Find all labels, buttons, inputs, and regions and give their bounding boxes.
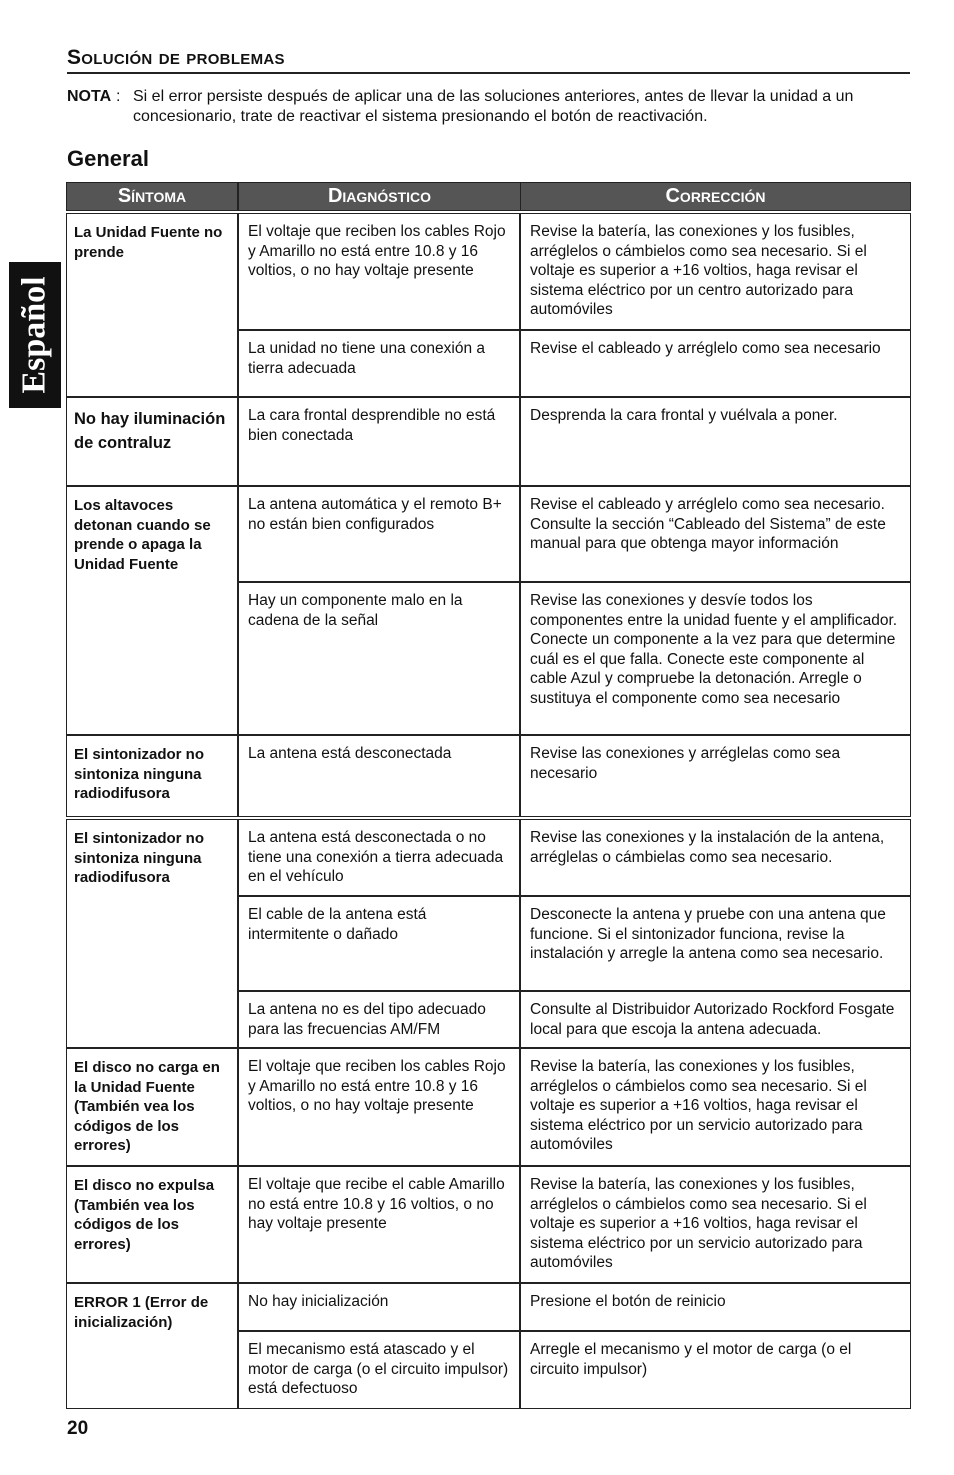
diagnosis-cell: La unidad no tiene una conexión a tierra adecuada: [238, 330, 520, 397]
correction-cell: Desprenda la cara frontal y vuélvala a poner.: [520, 397, 911, 486]
diagnosis-cell: El voltaje que recibe el cable Amarillo no está entre 10.8 y 16 voltios, o no hay voltaje presente: [238, 1166, 520, 1283]
correction-cell: Desconecte la antena y pruebe con una antena que funcione. Si el sintonizador funciona, revise la instalación y arregle la antena como sea necesario.: [520, 896, 911, 991]
diagnosis-cell: La cara frontal desprendible no está bien conectada: [238, 397, 520, 486]
symptom-cell: La Unidad Fuente no prende: [66, 213, 238, 397]
language-tab-label: Español: [16, 276, 53, 394]
table-row: [66, 1166, 911, 1283]
table-row: [66, 1048, 911, 1166]
correction-cell: Presione el botón de reinicio: [520, 1283, 911, 1331]
diagnosis-cell: El cable de la antena está intermitente o dañado: [238, 896, 520, 991]
symptom-cell: El disco no carga en la Unidad Fuente (También vea los códigos de los errores): [66, 1048, 238, 1166]
note-text: Si el error persiste después de aplicar una de las soluciones anteriores, antes de llevar la unidad a un concesionario, trate de reactivar el sistema presionando el botón de reactivación.: [133, 88, 854, 125]
page-number: 20: [67, 1418, 89, 1439]
symptom-cell: El sintonizador no sintoniza ninguna radiodifusora: [66, 819, 238, 1048]
correction-cell: Revise el cableado y arréglelo como sea necesario. Consulte la sección “Cableado del Sistema” de este manual para que obtenga mayor información: [520, 486, 911, 582]
correction-cell: Consulte al Distribuidor Autorizado Rockford Fosgate local para que escoja la antena adecuada.: [520, 991, 911, 1048]
table-row: [66, 213, 911, 397]
language-tab: [9, 262, 61, 408]
diagnosis-cell: El voltaje que reciben los cables Rojo y Amarillo no está entre 10.8 y 16 voltios, o no hay voltaje presente: [238, 213, 520, 330]
subheading-general: General: [67, 146, 149, 171]
correction-cell: Revise la batería, las conexiones y los fusibles, arréglelos o cámbielos como sea necesario. Si el voltaje es superior a +16 voltios, haga revisar el sistema eléctrico por un servicio autorizado para automóviles: [520, 1166, 911, 1283]
correction-cell: Revise la batería, las conexiones y los fusibles, arréglelos o cámbielos como sea necesario. Si el voltaje es superior a +16 voltios, haga revisar el sistema eléctrico por un centro autorizado para automóviles: [520, 213, 911, 330]
header-correction: Corrección: [520, 182, 911, 211]
note-colon: :: [116, 88, 121, 105]
diagnosis-cell: La antena automática y el remoto B+ no están bien configurados: [238, 486, 520, 582]
note-label: NOTA: [67, 88, 112, 105]
correction-cell: Revise la batería, las conexiones y los fusibles, arréglelos o cámbielos como sea necesario. Si el voltaje es superior a +16 voltios, haga revisar el sistema eléctrico por un servicio autorizado para automóviles: [520, 1048, 911, 1166]
symptom-cell: No hay iluminación de contraluz: [66, 397, 238, 486]
symptom-cell: El sintonizador no sintoniza ninguna radiodifusora: [66, 735, 238, 817]
correction-cell: Revise las conexiones y arréglelas como sea necesario: [520, 735, 911, 817]
correction-cell: Revise las conexiones y desvíe todos los componentes entre la unidad fuente y el amplificador. Conecte un componente a la vez para que determine cuál es el que falla. Conecte este componente al cable Azul y compruebe la detonación. Arregle o sustituya el componente como sea necesario: [520, 582, 911, 735]
header-diagnosis: Diagnóstico: [238, 182, 521, 211]
header-symptom: Síntoma: [66, 182, 238, 211]
symptom-cell: Los altavoces detonan cuando se prende o apaga la Unidad Fuente: [66, 486, 238, 735]
correction-cell: Revise las conexiones y la instalación de la antena, arréglelas o cámbielas como sea necesario.: [520, 819, 911, 896]
table-row: [66, 735, 911, 817]
symptom-cell: ERROR 1 (Error de inicialización): [66, 1283, 238, 1409]
table-row: [66, 819, 911, 1048]
correction-cell: Revise el cableado y arréglelo como sea necesario: [520, 330, 911, 397]
diagnosis-cell: La antena está desconectada o no tiene una conexión a tierra adecuada en el vehículo: [238, 819, 520, 896]
table-row: [66, 397, 911, 486]
diagnosis-cell: Hay un componente malo en la cadena de la señal: [238, 582, 520, 735]
section-title: Solución de problemas: [67, 46, 910, 74]
table-row: [66, 486, 911, 735]
diagnosis-cell: La antena está desconectada: [238, 735, 520, 817]
diagnosis-cell: No hay inicialización: [238, 1283, 520, 1331]
diagnosis-cell: El voltaje que reciben los cables Rojo y Amarillo no está entre 10.8 y 16 voltios, o no hay voltaje presente: [238, 1048, 520, 1166]
table-row: [66, 1283, 911, 1409]
symptom-cell: El disco no expulsa (También vea los códigos de los errores): [66, 1166, 238, 1283]
diagnosis-cell: La antena no es del tipo adecuado para las frecuencias AM/FM: [238, 991, 520, 1048]
diagnosis-cell: El mecanismo está atascado y el motor de carga (o el circuito impulsor) está defectuoso: [238, 1331, 520, 1409]
correction-cell: Arregle el mecanismo y el motor de carga (o el circuito impulsor): [520, 1331, 911, 1409]
